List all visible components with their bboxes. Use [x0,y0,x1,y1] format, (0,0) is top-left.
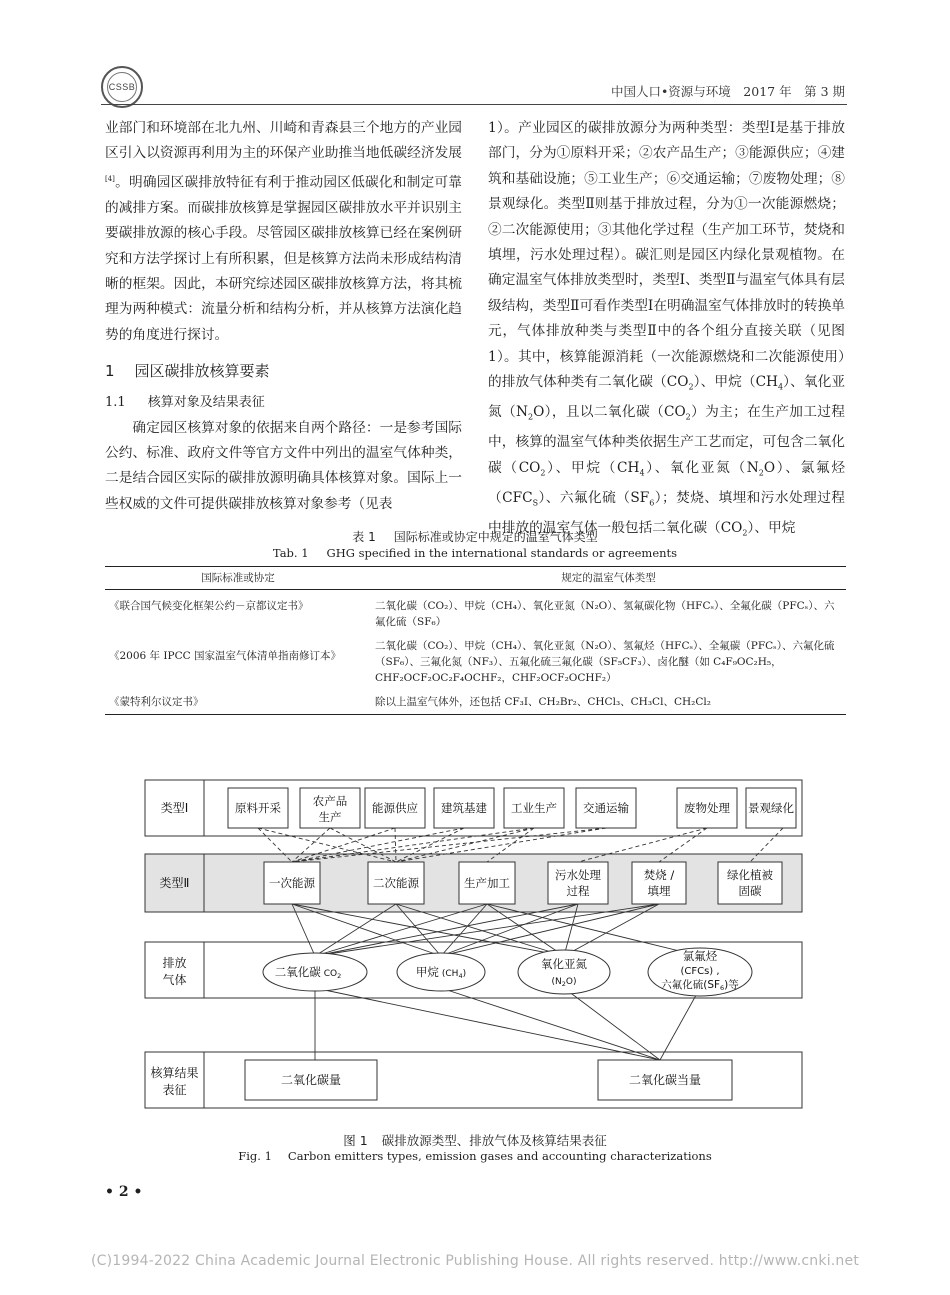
table-row [105,690,846,715]
type1-box-label: 工业生产 [511,801,557,815]
paragraph: 业部门和环境部在北九州、川崎和青森县三个地方的产业园区引入以资源再利用为主的环保产业助推当地低碳经济发展[4]。明确园区碳排放特征有利于推动园区低碳化和制定可靠的减排方案。而碳排放核算是掌握园区碳排放水平并识别主要碳排放源的核心手段。尽管园区碳排放核算已经在案例研究和方法学探讨上有所积累，但是核算方法尚未形成结构清晰的框架。因此，本研究综述园区碳排放核算方法，将其梳理为两种模式：流量分析和结构分析，并从核算方法演化趋势的角度进行探讨。 [105,120,462,343]
section-heading: 1 园区碳排放核算要素 [105,362,270,381]
row-label-type2-text: 类型Ⅱ [159,876,190,890]
left-column [105,116,462,517]
type1-box-label: 能源供应 [372,801,418,815]
row-label-result [145,1052,204,1108]
table-row [105,590,846,635]
type2-box-label: 过程 [566,884,590,898]
gas-cfcs-label: 氯氟烃 [682,949,718,963]
subsection-heading: 1.1 核算对象及结果表征 [105,395,265,411]
ghg-table [105,566,846,715]
type1-box-label: 原料开采 [235,801,281,815]
journal-logo [101,66,143,108]
table-header-row [105,567,846,590]
citation[interactable]: [4] [105,174,115,183]
type2-box-label: 一次能源 [269,876,315,890]
table-header-gases: 规定的温室气体类型 [371,567,846,590]
row-label-result-text: 表征 [162,1083,187,1097]
connectors-gases-results [315,988,700,1060]
type2-box-label: 污水处理 [555,868,601,882]
gas-co2-label: 二氧化碳 CO2 [274,965,342,980]
page-number: • 2 • [105,1184,143,1200]
figure-caption-cn: 图 1 碳排放源类型、排放气体及核算结果表征 [343,1133,607,1148]
gas-n2o-label: 氧化亚氮 [541,957,587,971]
paragraph: 1）。产业园区的碳排放源分为两种类型：类型Ⅰ是基于排放部门，分为①原料开采；②农产品生产；③能源供应；④建筑和基础设施；⑤工业生产；⑥交通运输；⑦废物处理；⑧景观绿化。类型Ⅱ则基于排放过程，分为①一次能源燃烧；②二次能源使用；③其他化学过程（生产加工环节，焚烧和填埋，污水处理过程）。碳汇则是园区内绿化景观植物。在确定温室气体排放类型时，类型Ⅰ、类型Ⅱ与温室气体具有层级结构，类型Ⅱ可看作类型Ⅰ在明确温室气体排放时的转换单元，气体排放种类与类型Ⅱ中的各个组分直接关联（见图 1）。其中，核算能源消耗（一次能源燃烧和二次能源使用）的排放气体种类有二氧化碳$(CO_2)$、甲烷$(CH_4)$、氧化亚氮$(N_2O)$，且以二氧化碳$(CO_2)$为主；在生产加工过程中，核算的温室气体种类依据生产工艺而定，可包含二氧化碳$(CO_2)$、甲烷$(CH_4)$、氧化亚氮$(N_2O)$、氯氟烃$(CFC_S)$、六氟化硫$(SF_6)$；焚烧、填埋和污水处理过程中排放的温室气体一般包括二氧化碳$(CO_2)$、甲烷 [488,120,846,538]
table-cell: 除以上温室气体外，还包括 CF₃I、CH₂Br₂、CHCl₃、CH₃Cl、CH₂Cl₂ [371,690,846,715]
journal-header: 中国人口•资源与环境 2017 年 第 3 期 [610,84,845,99]
table-row [105,634,846,690]
type1-box-label: 生产 [318,810,342,824]
table-cell: 《蒙特利尔议定书》 [105,690,371,715]
logo-text: CSSB [107,72,137,102]
figure-carbon-emitters [140,772,812,1126]
type1-box-label: 建筑基建 [441,801,487,815]
table-cell: 《联合国气候变化框架公约－京都议定书》 [109,600,309,612]
paragraph: 确定园区核算对象的依据来自两个路径：一是参考国际公约、标准、政府文件等官方文件中列出的温室气体种类，二是结合园区实际的碳排放源明确具体核算对象。国际上一些权威的文件可提供碳排放核算对象参考（见表 [105,419,462,512]
row-label-emission-text: 排放 [162,956,187,970]
table-caption-cn: 表 1 国际标准或协定中规定的温室气体类型 [352,530,598,544]
figure-caption-en: Fig. 1 Carbon emitters types, emission gases and accounting characterizations [238,1149,712,1163]
gas-n2o-formula: $(N_2O)$ [551,977,577,988]
type2-box-label: 二次能源 [373,876,419,890]
type2-box-label: 生产加工 [464,876,510,890]
table-caption-en: Tab. 1 GHG specified in the international standards or agreements [272,546,678,560]
type1-box-label: 交通运输 [583,801,629,815]
table-header-standard: 国际标准或协定 [105,567,371,590]
type1-box-label: 景观绿化 [748,801,794,815]
table-cell: 二氧化碳（CO₂）、甲烷（CH₄）、氧化亚氮（N₂O）、氢氟烃（HFCₛ）、全氟碳（PFCₛ）、六氟化硫（SF₆）、三氟化氮（NF₃）、五氟化硫三氟化碳（SF₅CF₃）、卤化醚（如 C₄F₉OC₂H₅，CHF₂OCF₂OC₂F₄OCHF₂，CHF₂OCF₂OCHF₂） [375,640,835,684]
gas-cfcs-formula: (CFCs) , [680,966,720,977]
type2-box-label: 填埋 [647,884,671,898]
header-rule [101,104,847,105]
table-cell: 二氧化碳（CO₂）、甲烷（CH₄）、氧化亚氮（N₂O）、氢氟碳化物（HFCₛ）、全氟化碳（PFCₛ）、六氟化硫（SF₆） [375,600,835,628]
row-label-emission-text: 气体 [162,973,187,987]
result-box-co2e-label: 二氧化碳当量 [628,1073,702,1087]
table-cell: 《2006 年 IPCC 国家温室气体清单指南修订本》 [109,650,342,662]
type2-box-label: 焚烧 / [643,868,675,882]
gas-ch4-label: 甲烷 (CH4) [415,965,467,980]
row-label-result-text: 核算结果 [150,1066,199,1080]
copyright-footer: (C)1994-2022 China Academic Journal Electronic Publishing House. All rights reserved. http://www.cnki.net [90,1253,860,1269]
type1-box-label: 农产品 [312,794,348,808]
gas-sf6-label: 六氟化硫(SF6)等 [661,979,739,992]
row-label-type1-text: 类型Ⅰ [160,801,189,815]
type1-box-label: 废物处理 [684,801,730,815]
right-column [488,116,845,546]
row-label-emission [145,942,204,998]
type1-boxes [228,788,796,828]
type2-box-label: 固碳 [738,884,762,898]
result-box-co2-label: 二氧化碳量 [280,1073,342,1087]
type2-box-label: 绿化植被 [727,868,773,882]
